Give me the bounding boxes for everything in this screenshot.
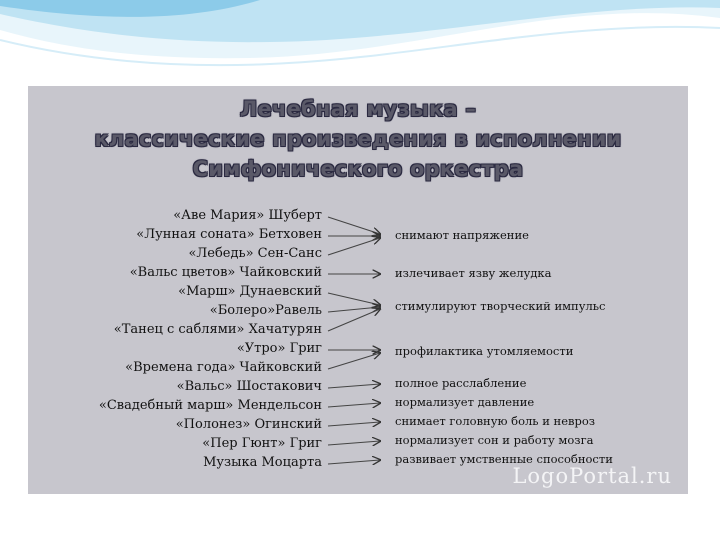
- arrow: [328, 422, 380, 426]
- effect-item: развивает умственные способности: [395, 452, 613, 466]
- connector-arrows: [28, 86, 688, 494]
- content-panel: [28, 86, 688, 494]
- arrow: [328, 238, 380, 255]
- work-item: «Лебедь» Сен-Санс: [188, 246, 322, 261]
- effect-item: стимулируют творческий импульс: [395, 299, 606, 313]
- watermark: LogoPortal.ru: [512, 464, 672, 488]
- work-item: «Полонез» Огинский: [175, 417, 322, 432]
- work-item: «Утро» Григ: [236, 341, 322, 356]
- work-item: «Пер Гюнт» Григ: [202, 436, 322, 451]
- work-item: «Свадебный марш» Мендельсон: [98, 398, 322, 413]
- effect-item: снимает головную боль и невроз: [395, 414, 596, 428]
- arrow: [328, 460, 380, 464]
- work-item: «Лунная соната» Бетховен: [136, 227, 322, 242]
- work-item: «Вальс» Шостакович: [176, 379, 322, 394]
- arrow: [328, 384, 380, 388]
- arrow: [328, 307, 380, 312]
- arrow: [328, 441, 380, 445]
- arrow: [328, 353, 380, 369]
- effect-item: нормализует давление: [395, 395, 535, 409]
- work-item: «Времена года» Чайковский: [125, 360, 322, 375]
- title-line-2: классические произведения в исполнении: [94, 127, 622, 151]
- work-item: «Болеро»Равель: [209, 303, 322, 318]
- effect-item: снимают напряжение: [395, 228, 529, 242]
- title-line-1: Лечебная музыка –: [239, 97, 477, 121]
- arrow: [328, 293, 380, 305]
- arrow: [328, 309, 380, 331]
- title-line-3: Симфонического оркестра: [192, 157, 524, 181]
- work-item: «Танец с саблями» Хачатурян: [113, 322, 322, 337]
- decorative-wave: [0, 0, 720, 90]
- arrow: [328, 217, 380, 234]
- arrow: [328, 403, 380, 407]
- effect-item: излечивает язву желудка: [395, 266, 552, 280]
- work-item: «Аве Мария» Шуберт: [173, 208, 322, 223]
- effect-item: полное расслабление: [395, 376, 527, 390]
- work-item: «Вальс цветов» Чайковский: [129, 265, 322, 280]
- effect-item: нормализует сон и работу мозга: [395, 433, 594, 447]
- work-item: «Марш» Дунаевский: [178, 284, 322, 299]
- work-item: Музыка Моцарта: [203, 455, 322, 470]
- effect-item: профилактика утомляемости: [395, 344, 574, 358]
